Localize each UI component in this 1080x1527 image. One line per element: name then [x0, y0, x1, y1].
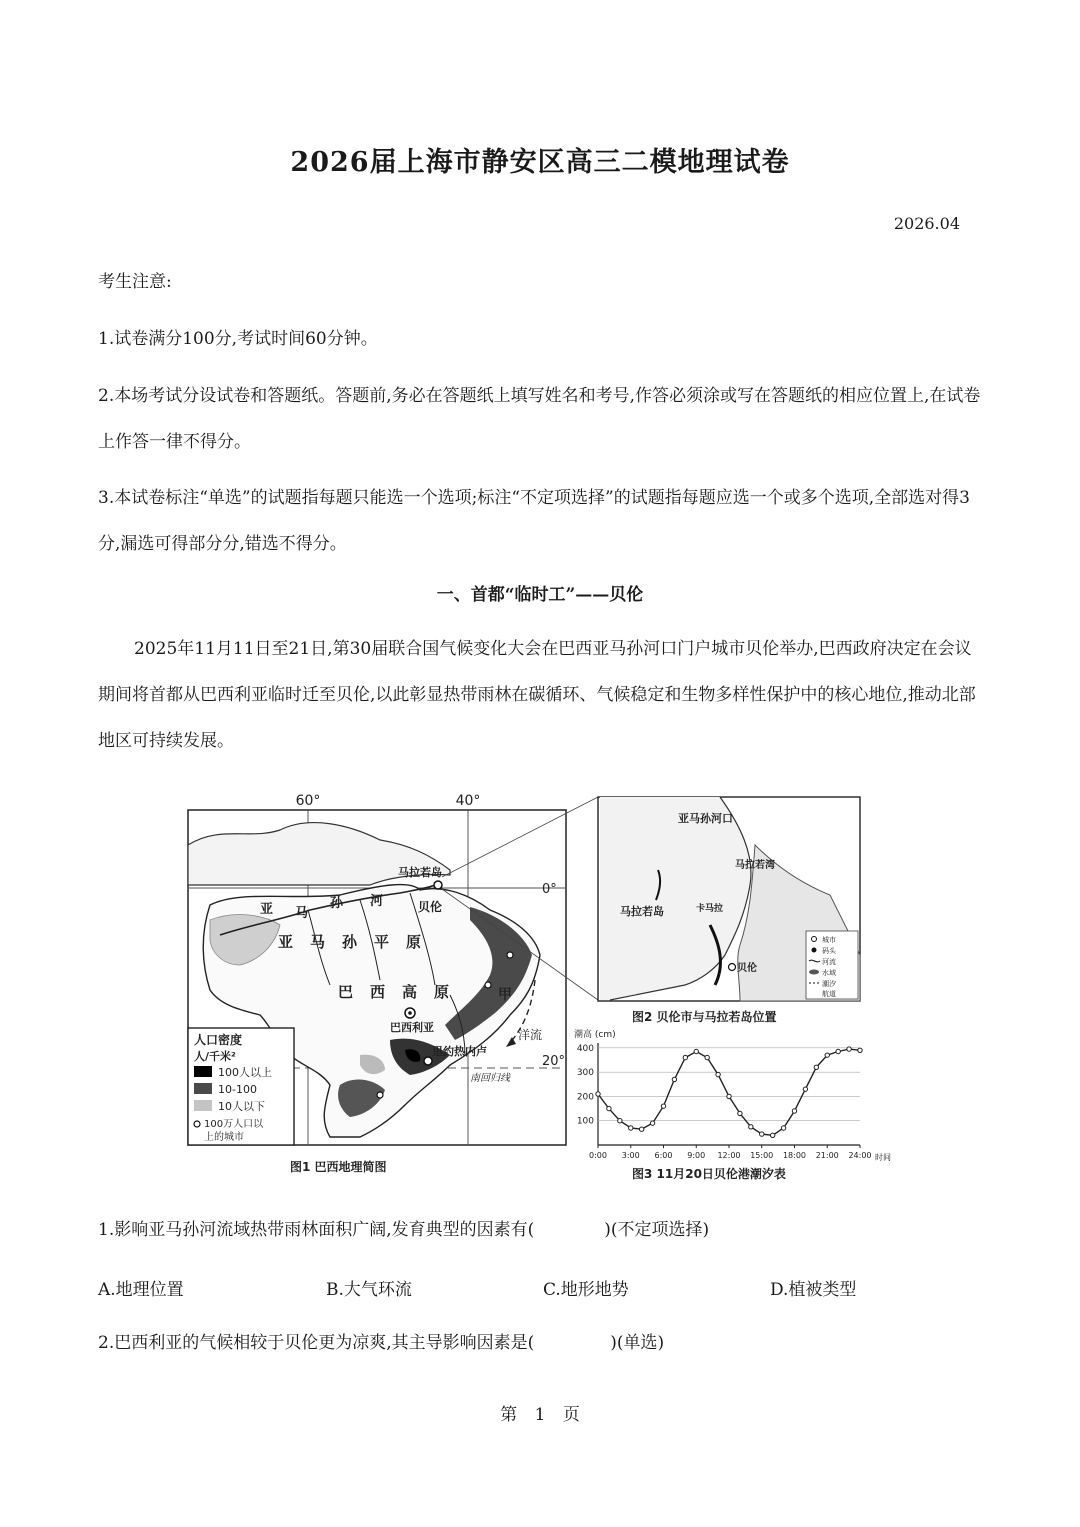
tide-data-point — [847, 1047, 851, 1051]
label-plain-4: 平 — [374, 933, 390, 951]
inset-legend-3: 河流 — [822, 958, 836, 966]
figure-2-inset — [598, 797, 860, 1024]
label-amazon-river-1: 亚 — [260, 902, 274, 917]
tide-data-point — [672, 1077, 676, 1081]
tide-x-tick-label: 24:00 — [848, 1151, 872, 1160]
tide-x-tick-label: 12:00 — [717, 1151, 741, 1160]
label-rio: 里约热内卢 — [432, 1045, 487, 1058]
label-plain-5: 原 — [406, 933, 422, 951]
tide-x-tick-label: 18:00 — [782, 1151, 807, 1160]
section-intro: 2025年11月11日至21日,第30届联合国气候变化大会在巴西亚马孙河口门户城市贝伦举办,巴西政府决定在会议期间将首都从巴西利亚临时迁至贝伦,以此彰显热带雨林在碳循环、气候稳定和生物多样性保护中的核心地位,推动北部地区可持续发展。 — [98, 639, 976, 751]
page-footer — [0, 1400, 1080, 1425]
label-plateau-3: 高 — [402, 983, 418, 1001]
tide-x-tick-label: 21:00 — [815, 1151, 839, 1160]
tide-data-point — [858, 1048, 862, 1052]
figure-2-legend — [806, 931, 858, 999]
figure-1-legend — [188, 1028, 294, 1145]
tide-series-line — [598, 1049, 860, 1135]
footer-prefix: 第 — [500, 1405, 518, 1425]
label-plain-2: 马 — [310, 933, 326, 951]
label-jia: 甲 — [498, 987, 512, 1003]
tide-data-point — [607, 1106, 611, 1110]
legend-item-high: 100人以上 — [218, 1066, 272, 1079]
option-a: A.地理位置 — [98, 1280, 184, 1300]
label-tropic: 南回归线 — [470, 1073, 510, 1084]
tide-data-point — [618, 1119, 622, 1123]
label-belem: 贝伦 — [418, 900, 443, 914]
question-1 — [98, 1207, 983, 1253]
inset-legend-1: 城市 — [822, 936, 836, 944]
footer-suffix: 页 — [562, 1405, 580, 1425]
legend-title: 人口密度 — [194, 1033, 243, 1047]
label-current: 洋流 — [518, 1028, 543, 1042]
section-title: 一、首都“临时工”——贝伦 — [436, 585, 644, 605]
option-c: C.地形地势 — [543, 1280, 629, 1300]
inset-legend-2: 码头 — [822, 947, 836, 955]
label-amazon-river-4: 河 — [370, 894, 384, 909]
figure-1-caption: 图1 巴西地理简图 — [290, 1160, 387, 1174]
notice-item-1: 1.试卷满分100分,考试时间60分钟。 — [98, 329, 378, 349]
legend-unit: 人/千米² — [194, 1050, 236, 1063]
question-2 — [98, 1320, 983, 1366]
tide-data-point — [792, 1109, 796, 1113]
tide-data-point — [683, 1055, 687, 1059]
inset-label-marajo-bay: 马拉若湾 — [735, 860, 775, 871]
figure-3-caption: 图3 11月20日贝伦港潮汐表 — [632, 1167, 786, 1181]
label-plain-1: 亚 — [278, 933, 294, 951]
tide-data-point — [705, 1055, 709, 1059]
legend-city-2: 上的城市 — [204, 1132, 244, 1143]
inset-legend-6: 航道 — [822, 990, 836, 998]
label-plain-3: 孙 — [342, 933, 358, 951]
legend-item-low: 10人以下 — [218, 1100, 265, 1113]
option-d: D.植被类型 — [770, 1280, 857, 1300]
tide-data-point — [825, 1053, 829, 1057]
notice-heading: 考生注意: — [98, 272, 172, 292]
legend-item-mid: 10-100 — [218, 1083, 257, 1096]
tide-data-point — [803, 1087, 807, 1091]
tide-y-tick-label: 300 — [576, 1068, 594, 1079]
tide-x-tick-label: 6:00 — [654, 1151, 673, 1160]
lat-label-0: 0° — [542, 882, 557, 897]
inset-label-camara: 卡马拉 — [696, 904, 724, 914]
notice-item-2: 2.本场考试分设试卷和答题纸。答题前,务必在答题纸上填写姓名和考号,作答必须涂或写在答题纸的相应位置上,在试卷上作答一律不得分。 — [98, 386, 981, 452]
inset-label-marajo-island: 马拉若岛 — [620, 905, 664, 918]
notice-item-3: 3.本试卷标注“单选”的试题指每题只能选一个选项;标注“不定项选择”的试题指每题应选一个或多个选项,全部选对得3分,漏选可得部分分,错选不得分。 — [98, 488, 970, 554]
tide-data-point — [781, 1126, 785, 1130]
tide-x-label: 时间 — [875, 1153, 891, 1162]
tide-data-point — [814, 1065, 818, 1069]
question-1-tail: )(不定项选择) — [604, 1220, 710, 1240]
tide-data-point — [770, 1133, 774, 1137]
tide-data-point — [629, 1126, 633, 1130]
legend-city-1: 100万人口以 — [204, 1119, 264, 1130]
label-plateau-1: 巴 — [338, 983, 354, 1001]
footer-page-number: 1 — [534, 1405, 546, 1425]
option-b: B.大气环流 — [326, 1280, 412, 1300]
tide-data-point — [836, 1049, 840, 1053]
figure-1-map — [188, 793, 566, 1174]
question-2-tail: )(单选) — [610, 1333, 665, 1353]
tide-data-point — [760, 1132, 764, 1136]
tide-x-tick-label: 3:00 — [621, 1151, 640, 1160]
tide-y-tick-label: 400 — [576, 1043, 594, 1054]
tide-data-point — [639, 1127, 643, 1131]
question-2-text: 2.巴西利亚的气候相较于贝伦更为凉爽,其主导影响因素是( — [98, 1333, 535, 1353]
inset-label-estuary: 亚马孙河口 — [678, 812, 733, 825]
inset-legend-5: 潮汐 — [822, 980, 836, 988]
inset-legend-4: 水域 — [822, 969, 836, 977]
label-marajo-island: 马拉若岛 — [398, 866, 442, 879]
label-amazon-river-3: 孙 — [330, 896, 344, 911]
tide-y-label: 潮高 (cm) — [574, 1030, 616, 1040]
label-plateau-4: 原 — [434, 983, 450, 1001]
label-amazon-river-2: 马 — [295, 906, 309, 921]
label-plateau-2: 西 — [370, 983, 386, 1001]
tide-x-tick-label: 0:00 — [589, 1151, 607, 1160]
inset-label-belem: 贝伦 — [737, 963, 757, 974]
lat-label-20: 20° — [542, 1054, 566, 1069]
tide-data-point — [694, 1049, 698, 1053]
figure-2-caption: 图2 贝伦市与马拉若岛位置 — [632, 1010, 777, 1024]
exam-date: 2026.04 — [893, 214, 960, 233]
figure-group — [180, 785, 900, 1190]
figure-3-tide-chart — [574, 1028, 891, 1181]
question-1-text: 1.影响亚马孙河流域热带雨林面积广阔,发育典型的因素有( — [98, 1220, 535, 1240]
tide-data-point — [738, 1111, 742, 1115]
tide-data-point — [650, 1121, 654, 1125]
tide-data-point — [596, 1092, 600, 1096]
label-brasilia: 巴西利亚 — [390, 1021, 434, 1034]
page-title: 2026届上海市静安区高三二模地理试卷 — [290, 147, 790, 178]
lon-label-60: 60° — [295, 793, 321, 809]
tide-y-tick-label: 100 — [576, 1116, 594, 1127]
tide-x-tick-label: 9:00 — [687, 1151, 706, 1160]
tide-y-tick-label: 200 — [576, 1092, 594, 1103]
tide-data-point — [661, 1104, 665, 1108]
tide-data-point — [716, 1072, 720, 1076]
lon-label-40: 40° — [455, 793, 481, 809]
tide-data-point — [749, 1125, 753, 1129]
tide-x-tick-label: 15:00 — [750, 1151, 774, 1160]
tide-data-point — [727, 1094, 731, 1098]
